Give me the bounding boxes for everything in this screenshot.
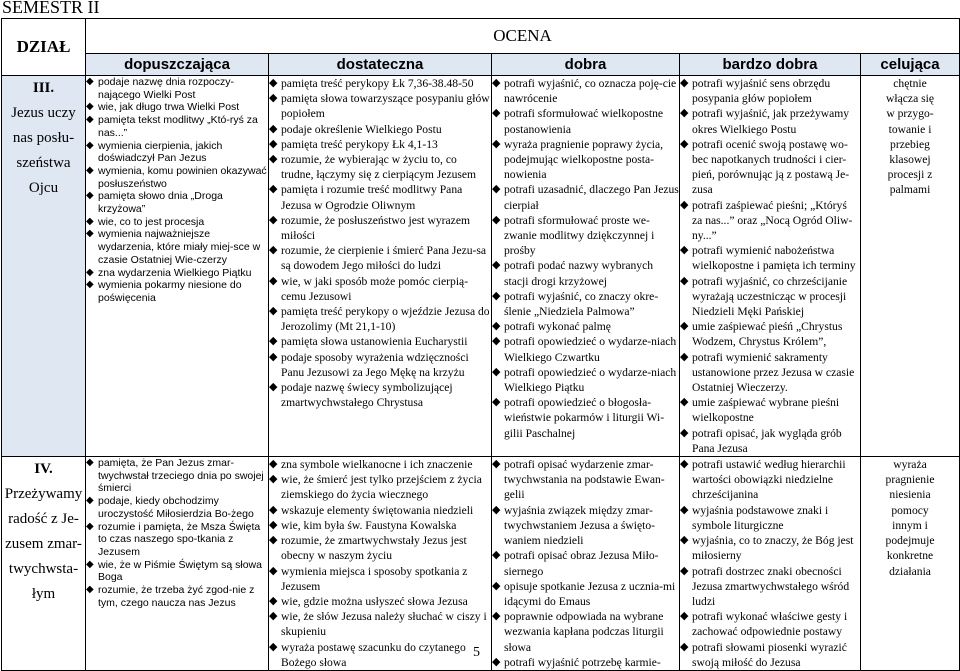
list-item — [863, 457, 957, 472]
list-item-text: wyraża pragnienie poprawy życia, podejmując wielkopostne posta-nowienia — [504, 137, 664, 182]
section-title-line: twychwsta- — [8, 561, 79, 578]
list-item — [863, 152, 957, 167]
list-item-text: wyjaśnia, co to znaczy, że Bóg jest miłosierny — [692, 534, 854, 563]
diamond-bullet-icon: ◆ — [680, 458, 689, 471]
section-title-line: szeństwa — [16, 155, 71, 171]
section-title-line: zusem zmar- — [5, 536, 82, 553]
list-item — [269, 609, 491, 639]
list-item-text: innym i — [892, 518, 928, 532]
list-item — [680, 426, 860, 456]
list-item-text: potrafi wymienić sakramenty ustanowione przez Jezusa w czasie Ostatniej Wieczerzy. — [692, 350, 855, 395]
list-item-text: wie, kim była św. Faustyna Kowalska — [281, 518, 457, 532]
list-item — [492, 182, 679, 212]
list-item — [863, 137, 957, 152]
list-item-text: pomocy — [891, 503, 929, 517]
list-item — [269, 243, 491, 273]
diamond-bullet-icon: ◆ — [269, 335, 278, 348]
section-title-line: Ojcu — [28, 180, 59, 196]
list-item-text: zna wydarzenia Wielkiego Piątku — [98, 266, 252, 279]
list-item — [680, 457, 860, 503]
list-item-text: wie, gdzie można usłyszeć słowa Jezusa — [281, 594, 468, 608]
requirements-list — [861, 76, 959, 198]
list-item-text: pragnienie — [885, 473, 935, 487]
list-item — [680, 640, 860, 670]
list-item — [86, 76, 268, 101]
list-item — [269, 182, 491, 212]
diamond-bullet-icon: ◆ — [680, 350, 689, 363]
list-item — [86, 267, 268, 280]
diamond-bullet-icon: ◆ — [269, 137, 278, 150]
list-item-text: wyjaśnia związek między zmar-twychwstaniem Jezusa a święto-waniem niedzieli — [504, 503, 655, 548]
list-item — [269, 334, 491, 349]
requirements-list — [269, 457, 491, 670]
list-item-text: wyraża postawę szacunku do czytanego Bożego słowa — [281, 640, 466, 669]
diamond-bullet-icon: ◆ — [492, 213, 501, 226]
list-item — [492, 137, 679, 183]
list-item-text: wskazuje elementy świętowania niedzieli — [281, 503, 474, 517]
list-item-text: działania — [889, 564, 931, 578]
list-item — [863, 503, 957, 518]
diamond-bullet-icon: ◆ — [86, 279, 94, 291]
list-item-text: wie, że w Piśmie Świętym są słowa Boga — [98, 558, 262, 584]
list-item-text: potrafi wyjaśnić, co znaczy okre-ślenie „Niedziela Palmowa” — [504, 289, 659, 319]
list-item-text: wie, że słów Jezusa należy słuchać w ciszy i skupieniu — [281, 610, 487, 639]
list-item — [492, 365, 679, 395]
list-item — [863, 533, 957, 548]
list-item-text: umie zaśpiewać wybrane pieśni wielkopostne — [692, 396, 840, 425]
list-item-text: klasowej — [889, 153, 931, 167]
list-item-text: podaje określenie Wielkiego Postu — [281, 122, 442, 136]
list-item — [269, 380, 491, 410]
list-item-text: zna symbole wielkanocne i ich znaczenie — [281, 458, 473, 472]
diamond-bullet-icon: ◆ — [680, 77, 689, 89]
requirements-cell — [861, 76, 960, 457]
list-item-text: potrafi opowiedzieć o wydarze-niach Wielkiego Czwartku — [504, 335, 677, 364]
list-item — [86, 114, 268, 139]
level-header: celująca — [861, 53, 960, 75]
list-item — [269, 640, 491, 670]
diamond-bullet-icon: ◆ — [680, 396, 689, 409]
list-item-text: pamięta treść perykopy Łk 4,1-13 — [281, 137, 438, 151]
diamond-bullet-icon: ◆ — [680, 244, 689, 257]
diamond-bullet-icon: ◆ — [86, 164, 94, 176]
page-number: 5 — [473, 645, 480, 660]
list-item-text: podaje nazwę dnia rozpoczy-nającego Wielki Post — [98, 76, 234, 101]
list-item-text: pamięta słowo dnia „Droga krzyżowa” — [98, 190, 223, 216]
diamond-bullet-icon: ◆ — [86, 558, 94, 570]
diamond-bullet-icon: ◆ — [86, 520, 94, 532]
list-item-text: poprawnie odpowiada na wybrane wezwania kapłana podczas liturgii słowa — [504, 610, 664, 654]
list-item-text: wymienia najważniejsze wydarzenia, które miały miej-sce w czasie Ostatniej Wie-czerzy — [98, 228, 261, 266]
list-item — [492, 609, 679, 655]
diamond-bullet-icon: ◆ — [269, 473, 278, 486]
list-item — [86, 190, 268, 215]
list-item — [269, 472, 491, 502]
list-item-text: potrafi opisać obraz Jezusa Miło-siernego — [504, 549, 659, 578]
list-item — [269, 137, 491, 152]
diamond-bullet-icon: ◆ — [680, 503, 689, 516]
list-item — [680, 395, 860, 425]
list-item — [680, 503, 860, 533]
requirements-cell — [269, 76, 492, 457]
list-item — [492, 258, 679, 288]
list-item-text: potrafi opisać wydarzenie zmar-twychwstania na podstawie Ewan-gelii — [504, 458, 665, 502]
list-item — [492, 334, 679, 364]
list-item-text: przebieg — [890, 137, 930, 151]
diamond-bullet-icon: ◆ — [269, 610, 278, 623]
diamond-bullet-icon: ◆ — [269, 381, 278, 394]
level-header: dostateczna — [269, 53, 492, 75]
list-item — [492, 106, 679, 136]
list-item-text: potrafi wyjaśnić, co oznacza poję-cie nawrócenie — [504, 77, 677, 106]
diamond-bullet-icon: ◆ — [269, 92, 278, 105]
diamond-bullet-icon: ◆ — [269, 503, 278, 516]
section-title-line: nas posłu- — [12, 130, 75, 146]
list-item-text: wyraża — [893, 458, 927, 472]
list-item-text: wie, jak długo trwa Wielki Post — [98, 101, 240, 114]
diamond-bullet-icon: ◆ — [492, 259, 501, 272]
requirements-cell — [86, 457, 269, 671]
list-item — [269, 304, 491, 334]
list-item — [269, 274, 491, 304]
list-item — [86, 228, 268, 266]
list-item — [269, 503, 491, 518]
list-item-text: procesji z — [887, 168, 933, 182]
section-number: IV. — [34, 461, 53, 478]
list-item — [680, 106, 860, 136]
diamond-bullet-icon: ◆ — [269, 153, 278, 166]
section-cell — [2, 76, 86, 457]
diamond-bullet-icon: ◆ — [492, 335, 501, 348]
list-item — [86, 165, 268, 190]
diamond-bullet-icon: ◆ — [269, 458, 278, 471]
list-item-text: potrafi ocenić swoją postawę wo-bec napotkanych trudności i cier-pień, porównując ją z postawą Je-zusa — [692, 137, 850, 197]
list-item-text: rozumie, że zmartwychwstały Jezus jest obecny w naszym życiu — [281, 534, 467, 563]
list-item-text: wymienia cierpienia, jakich doświadczył Pan Jezus — [98, 139, 223, 165]
list-item — [492, 503, 679, 549]
list-item — [680, 609, 860, 639]
requirements-list — [861, 457, 959, 579]
list-item — [863, 106, 957, 121]
level-header: bardzo dobra — [680, 53, 861, 75]
requirements-cell — [680, 76, 861, 457]
list-item-text: rozumie, że trzeba żyć zgod-nie z tym, czego naucza nas Jezus — [98, 584, 255, 609]
list-item-text: wymienia miejsca i sposoby spotkania z Jezusem — [281, 564, 468, 593]
list-item — [269, 518, 491, 533]
diamond-bullet-icon: ◆ — [269, 350, 278, 363]
list-item — [86, 216, 268, 229]
list-item-text: podaje, kiedy obchodzimy uroczystość Miłosierdzia Bo-żego — [98, 495, 254, 520]
list-item — [680, 319, 860, 349]
list-item-text: pamięta tekst modlitwy „Któ-ryś za nas...” — [98, 114, 258, 139]
list-item-text: konkretne — [886, 549, 934, 563]
diamond-bullet-icon: ◆ — [680, 137, 689, 150]
diamond-bullet-icon: ◆ — [269, 640, 278, 653]
list-item-text: pamięta, że Pan Jezus zmar-twychwstał trzeciego dnia po swojej śmierci — [98, 457, 264, 495]
list-item-text: potrafi wykonać palmę — [504, 320, 611, 334]
diamond-bullet-icon: ◆ — [680, 610, 689, 623]
section-number: III. — [32, 80, 55, 96]
diamond-bullet-icon: ◆ — [492, 458, 501, 471]
level-header: dopuszczająca — [86, 53, 269, 75]
list-item — [492, 289, 679, 319]
requirements-cell — [269, 457, 492, 671]
section-title-line: Przeżywamy — [4, 486, 83, 503]
diamond-bullet-icon: ◆ — [680, 320, 689, 333]
list-item — [492, 548, 679, 578]
diamond-bullet-icon: ◆ — [269, 77, 278, 89]
list-item-text: potrafi wyjaśnić sens obrzędu posypania głów popiołem — [692, 77, 831, 106]
list-item-text: opisuje spotkanie Jezusa z ucznia-mi idącymi do Emaus — [504, 579, 676, 608]
list-item-text: rozumie, że cierpienie i śmierć Pana Jezu-sa są dowodem Jego miłości do ludzi — [281, 244, 487, 273]
diamond-bullet-icon: ◆ — [680, 274, 689, 287]
list-item-text: potrafi opisać, jak wygląda grób Pana Jezusa — [692, 426, 842, 455]
header-ocena: OCENA — [86, 19, 960, 54]
list-item-text: wie, że śmierć jest tylko przejściem z życia ziemskiego do życia wiecznego — [281, 473, 482, 502]
list-item-text: pamięta słowa ustanowienia Eucharystii — [281, 335, 468, 349]
list-item — [86, 279, 268, 304]
list-item — [680, 350, 860, 396]
diamond-bullet-icon: ◆ — [86, 190, 94, 202]
list-item — [680, 243, 860, 273]
diamond-bullet-icon: ◆ — [492, 107, 501, 120]
requirements-cell — [86, 76, 269, 457]
diamond-bullet-icon: ◆ — [492, 365, 501, 378]
diamond-bullet-icon: ◆ — [269, 534, 278, 547]
diamond-bullet-icon: ◆ — [680, 107, 689, 120]
section-cell — [2, 457, 86, 671]
list-item — [86, 495, 268, 520]
list-item-text: pamięta i rozumie treść modlitwy Pana Jezusa w Ogrodzie Oliwnym — [281, 183, 463, 212]
diamond-bullet-icon: ◆ — [269, 564, 278, 577]
diamond-bullet-icon: ◆ — [680, 640, 689, 653]
level-header: dobra — [492, 53, 680, 75]
list-item — [492, 319, 679, 334]
section-title-line: radość z Je- — [8, 511, 79, 528]
diamond-bullet-icon: ◆ — [86, 215, 94, 227]
diamond-bullet-icon: ◆ — [86, 139, 94, 151]
diamond-bullet-icon: ◆ — [269, 244, 278, 257]
list-item — [680, 137, 860, 198]
diamond-bullet-icon: ◆ — [86, 266, 94, 278]
list-item-text: palmami — [889, 183, 931, 197]
list-item-text: pamięta treść perykopy Łk 7,36-38.48-50 — [281, 77, 474, 90]
diamond-bullet-icon: ◆ — [492, 289, 501, 302]
requirements-list — [269, 76, 491, 410]
diamond-bullet-icon: ◆ — [492, 579, 501, 592]
list-item-text: rozumie, że wybierając w życiu to, co trudne, łączymy się z cierpiącym Jezusem — [281, 153, 477, 182]
list-item-text: podejmuje — [885, 534, 935, 548]
list-item-text: chętnie — [893, 77, 927, 90]
list-item-text: podaje sposoby wyrażenia wdzięczności Panu Jezusowi za Jego Mękę na krzyżu — [281, 350, 469, 379]
grading-table — [1, 18, 960, 671]
list-item — [269, 457, 491, 472]
list-item — [863, 518, 957, 533]
list-item-text: potrafi opowiedzieć o wydarze-niach Wielkiego Piątku — [504, 365, 677, 395]
list-item-text: wie, co to jest procesja — [98, 215, 205, 228]
list-item-text: pamięta treść perykopy o wjeździe Jezusa do Jerozolimy (Mt 21,1-10) — [281, 305, 490, 334]
list-item — [863, 564, 957, 579]
list-item — [863, 167, 957, 182]
list-item — [86, 521, 268, 559]
list-item-text: niesienia — [889, 488, 931, 502]
list-item-text: towanie i — [888, 122, 932, 136]
list-item-text: potrafi słowami piosenki wyrazić swoją miłość do Jezusa — [692, 640, 847, 669]
diamond-bullet-icon: ◆ — [86, 584, 94, 596]
list-item-text: potrafi wymienić nabożeństwa wielkopostne i pamięta ich terminy — [692, 244, 856, 273]
section-title-line: łym — [31, 586, 56, 603]
list-item — [680, 198, 860, 244]
list-item — [269, 533, 491, 563]
list-item-text: wie, w jaki sposób może pomóc cierpią-cemu Jezusowi — [281, 274, 469, 303]
list-item — [863, 122, 957, 137]
list-item — [863, 487, 957, 502]
diamond-bullet-icon: ◆ — [492, 77, 501, 89]
list-item — [269, 76, 491, 91]
list-item — [86, 584, 268, 609]
diamond-bullet-icon: ◆ — [269, 274, 278, 287]
list-item-text: potrafi ustawić według hierarchii wartości obowiązki niedzielne chrześcijanina — [692, 458, 846, 502]
diamond-bullet-icon: ◆ — [86, 114, 94, 126]
list-item-text: potrafi podać nazwy wybranych stacji drogi krzyżowej — [504, 259, 654, 288]
list-item — [269, 152, 491, 182]
diamond-bullet-icon: ◆ — [86, 228, 94, 240]
requirements-list — [86, 76, 268, 305]
list-item — [269, 91, 491, 121]
list-item — [492, 213, 679, 259]
requirements-cell — [492, 76, 680, 457]
list-item-text: wymienia pokarmy niesione do poświęcenia — [98, 279, 242, 304]
diamond-bullet-icon: ◆ — [680, 564, 689, 577]
list-item-text: umie zaśpiewać pieśń „Chrystus Wodzem, Chrystus Królem”, — [692, 320, 843, 349]
requirements-list — [492, 76, 679, 441]
semester-title: SEMESTR II — [2, 0, 100, 17]
list-item — [863, 91, 957, 106]
list-item — [863, 548, 957, 563]
requirements-cell — [492, 457, 680, 671]
list-item-text: podaje nazwę świecy symbolizującej zmartwychwstałego Chrystusa — [281, 381, 453, 410]
diamond-bullet-icon: ◆ — [680, 426, 689, 439]
list-item — [269, 594, 491, 609]
list-item — [863, 76, 957, 91]
requirements-cell — [861, 457, 960, 671]
diamond-bullet-icon: ◆ — [269, 305, 278, 318]
list-item — [492, 395, 679, 441]
list-item — [863, 182, 957, 197]
diamond-bullet-icon: ◆ — [269, 213, 278, 226]
list-item — [680, 564, 860, 610]
diamond-bullet-icon: ◆ — [492, 320, 501, 333]
header-dzial: DZIAŁ — [2, 19, 86, 76]
list-item — [680, 533, 860, 563]
requirements-list — [492, 457, 679, 670]
diamond-bullet-icon: ◆ — [269, 122, 278, 135]
table-row — [2, 76, 960, 457]
list-item — [492, 655, 679, 670]
requirements-list — [680, 457, 860, 670]
list-item — [680, 274, 860, 320]
list-item-text: wyjaśnia podstawowe znaki i symbole liturgiczne — [692, 503, 829, 532]
diamond-bullet-icon: ◆ — [269, 183, 278, 196]
list-item — [492, 579, 679, 609]
diamond-bullet-icon: ◆ — [269, 594, 278, 607]
diamond-bullet-icon: ◆ — [492, 503, 501, 516]
list-item-text: potrafi sformułować wielkopostne postanowienia — [504, 107, 664, 136]
diamond-bullet-icon: ◆ — [680, 198, 689, 211]
list-item-text: pamięta słowa towarzyszące posypaniu głów popiołem — [281, 92, 490, 121]
list-item — [86, 101, 268, 114]
list-item — [863, 472, 957, 487]
requirements-list — [86, 457, 268, 609]
list-item-text: potrafi wyjaśnić, jak przeżywamy okres Wielkiego Postu — [692, 107, 850, 136]
diamond-bullet-icon: ◆ — [492, 655, 501, 668]
diamond-bullet-icon: ◆ — [86, 495, 94, 507]
list-item — [269, 564, 491, 594]
list-item — [492, 457, 679, 503]
diamond-bullet-icon: ◆ — [492, 549, 501, 562]
list-item-text: potrafi wykonać właściwe gesty i zachować odpowiednie postawy — [692, 610, 848, 639]
diamond-bullet-icon: ◆ — [86, 76, 94, 87]
diamond-bullet-icon: ◆ — [680, 534, 689, 547]
list-item — [86, 140, 268, 165]
diamond-bullet-icon: ◆ — [492, 610, 501, 623]
diamond-bullet-icon: ◆ — [269, 518, 278, 531]
list-item-text: potrafi opowiedzieć o błogosła-wieństwie pokarmów i liturgii Wi-gilii Paschalnej — [504, 396, 665, 440]
diamond-bullet-icon: ◆ — [492, 183, 501, 196]
list-item — [269, 350, 491, 380]
section-title-line: Jezus uczy — [11, 105, 76, 121]
list-item-text: potrafi zaśpiewać pieśni; „Któryś za nas...” oraz „Nocą Ogród Oliw-ny...” — [692, 198, 853, 243]
requirements-list — [680, 76, 860, 456]
list-item-text: potrafi dostrzec znaki obecności Jezusa zmartwychwstałego wśród ludzi — [692, 564, 850, 608]
list-item-text: rozumie, że posłuszeństwo jest wyrazem miłości — [281, 213, 470, 243]
diamond-bullet-icon: ◆ — [86, 101, 94, 113]
list-item — [86, 457, 268, 495]
list-item-text: w przygo- — [886, 107, 934, 121]
list-item-text: potrafi wyjaśnić potrzebę karmie- — [504, 655, 661, 669]
list-item — [680, 76, 860, 106]
list-item — [492, 76, 679, 106]
table-row — [2, 457, 960, 671]
list-item-text: potrafi uzasadnić, dlaczego Pan Jezus cierpiał — [504, 183, 679, 212]
diamond-bullet-icon: ◆ — [492, 396, 501, 409]
list-item-text: potrafi wyjaśnić, co chrześcijanie wyrażają uczestnicząc w procesji Niedzieli Męki Pańskiej — [692, 274, 848, 319]
list-item-text: potrafi sformułować proste we-zwanie modlitwy dziękczynnej i prośby — [504, 213, 655, 258]
diamond-bullet-icon: ◆ — [86, 457, 94, 469]
list-item-text: włącza się — [886, 92, 934, 106]
list-item — [269, 213, 491, 243]
list-item — [269, 122, 491, 137]
list-item-text: rozumie i pamięta, że Msza Święta to czas naszego spo-tkania z Jezusem — [98, 520, 261, 558]
list-item — [86, 559, 268, 584]
requirements-cell — [680, 457, 861, 671]
list-item-text: wymienia, komu powinien okazywać posłuszeństwo — [98, 164, 267, 190]
diamond-bullet-icon: ◆ — [492, 137, 501, 150]
